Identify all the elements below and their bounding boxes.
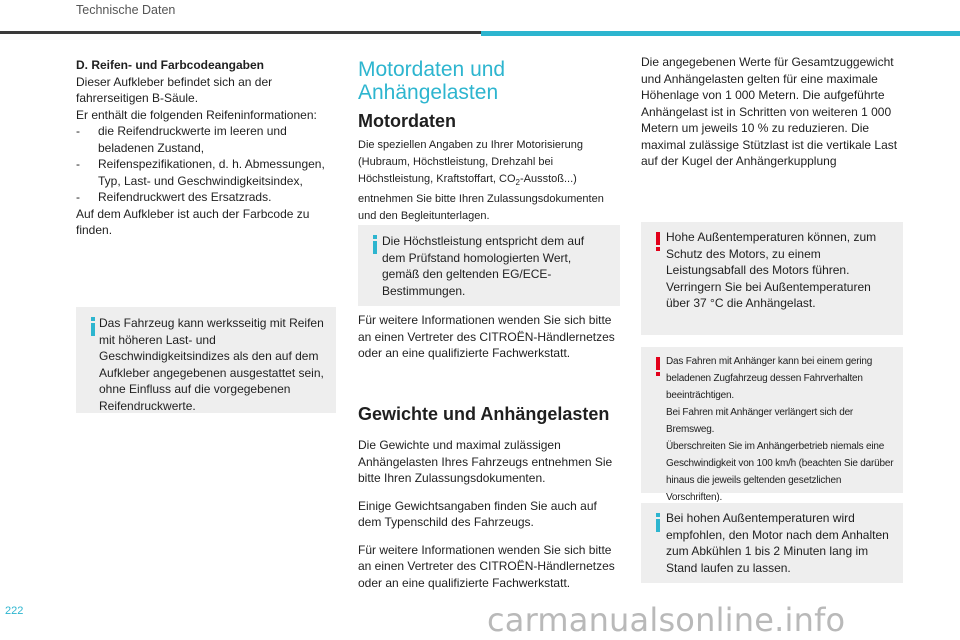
warning-note-towing xyxy=(641,347,903,503)
list-item xyxy=(76,156,338,189)
note-line: Bei Fahren mit Anhänger verlängert sich der Bremsweg. xyxy=(666,407,854,435)
list-item-text: die Reifendruckwerte im leeren und beladenen Zustand, xyxy=(98,124,287,155)
note-text: Bei hohen Außentemperaturen wird empfohlen, den Motor nach dem Anhalten zum Abkühlen 1 bis 2 Minuten lang im Stand laufen zu lassen. xyxy=(666,511,889,575)
text-paragraph: Einige Gewichtsangaben finden Sie auch auf dem Typenschild des Fahrzeugs. xyxy=(358,498,597,529)
tire-label-section xyxy=(76,57,338,239)
chapter-title: Technische Daten xyxy=(76,3,176,17)
list-item-text: Reifendruckwert des Ersatzrads. xyxy=(98,190,272,204)
motordaten-paragraph xyxy=(358,137,620,225)
list-item xyxy=(76,189,338,206)
note-line: Das Fahren mit Anhänger kann bei einem gering beladenen Zugfahrzeug dessen Fahrverhalten beeinträchtigen. xyxy=(666,356,873,401)
text-paragraph: Die Gewichte und maximal zulässigen Anhängelasten Ihres Fahrzeugs entnehmen Sie bitte Ihren Zulassungsdokumenten. xyxy=(358,438,613,485)
info-icon xyxy=(86,317,100,337)
note-text: Das Fahrzeug kann werksseitig mit Reifen mit höheren Last- und Geschwindigkeitsindizes als den auf dem Aufkleber angegebenen ausgestattet sein, ohne Einfluss auf die vorgegebenen Reifendruckwerte. xyxy=(99,316,324,413)
list-item-text: Reifenspezifikationen, d. h. Abmessungen, Typ, Last- und Geschwindigkeitsindex, xyxy=(98,157,325,188)
warning-icon xyxy=(651,357,665,377)
text-span: Die speziellen Angaben zu Ihrer Motorisierung (Hubraum, Höchstleistung, Drehzahl bei Höchstleistung, Kraftstoffart, CO xyxy=(358,139,584,185)
section-title: Motordaten und Anhängelasten xyxy=(358,58,506,104)
info-note-tires xyxy=(76,307,336,413)
text-paragraph: Die angegebenen Werte für Gesamtzuggewicht und Anhängelasten gelten für eine maximale Höhenlage von 1 000 Metern. Die aufgeführte Anhängelast ist in Schritten von weiteren 1 000 Metern um jeweils 10 % zu reduzieren. Die maximal zulässige Stützlast ist die vertikale Last auf der Kugel der Anhängerkupplung xyxy=(641,55,898,168)
tire-label-heading: D. Reifen- und Farbcodeangaben xyxy=(76,58,265,72)
page-number: 222 xyxy=(5,605,24,617)
info-icon xyxy=(368,235,382,255)
warning-icon xyxy=(651,232,665,252)
dash-bullet: - xyxy=(76,157,80,171)
text-line: Dieser Aufkleber befindet sich an der xyxy=(76,74,273,89)
note-text: Hohe Außentemperaturen können, zum Schutz des Motors, zu einem Leistungsabfall des Motors führen. Verringern Sie bei Außentemperaturen über 37 °C die Anhängelast. xyxy=(666,230,877,310)
motordaten-contact xyxy=(358,312,620,362)
info-icon xyxy=(651,513,665,533)
gewichte-heading: Gewichte und Anhängelasten xyxy=(358,404,610,424)
subscript: 2 xyxy=(515,178,520,188)
header-accent-bar xyxy=(481,31,960,36)
watermark: carmanualsonline.info xyxy=(487,601,846,639)
note-text: Die Höchstleistung entspricht dem auf dem Prüfstand homologierten Wert, gemäß den geltenden EG/ECE-Bestimmungen. xyxy=(382,234,585,298)
dash-bullet: - xyxy=(76,190,80,204)
note-line: Überschreiten Sie im Anhängerbetrieb niemals eine Geschwindigkeit von 100 km/h (beachten Sie darüber hinaus die jeweils geltenden gesetzlichen Vorschriften). xyxy=(666,441,894,503)
text-line: fahrerseitigen B-Säule. xyxy=(76,91,199,105)
info-note-cooling xyxy=(641,503,903,583)
gewichte-body xyxy=(358,437,620,591)
info-note-power xyxy=(358,225,620,306)
warning-note-temperature xyxy=(641,222,903,335)
motordaten-heading: Motordaten xyxy=(358,111,456,131)
note-text xyxy=(666,353,897,506)
text-paragraph: Auf dem Aufkleber ist auch der Farbcode zu finden. xyxy=(76,206,310,237)
text-line: Er enthält die folgenden Reifeninformationen: xyxy=(76,107,317,122)
list-item xyxy=(76,123,338,156)
text-paragraph: Für weitere Informationen wenden Sie sich bitte an einen Vertreter des CITROËN-Händlernetzes oder an eine qualifizierte Fachwerkstatt. xyxy=(358,542,615,590)
dash-bullet: - xyxy=(76,124,80,138)
header-divider xyxy=(0,31,491,34)
trailer-load-intro xyxy=(641,54,905,170)
text-paragraph: Für weitere Informationen wenden Sie sich bitte an einen Vertreter des CITROËN-Händlernetzes oder an eine qualifizierte Fachwerkstatt. xyxy=(358,313,615,360)
text-span: -Ausstoß...) entnehmen Sie bitte Ihren Zulassungsdokumenten und den Begleitunterlagen. xyxy=(358,173,604,223)
